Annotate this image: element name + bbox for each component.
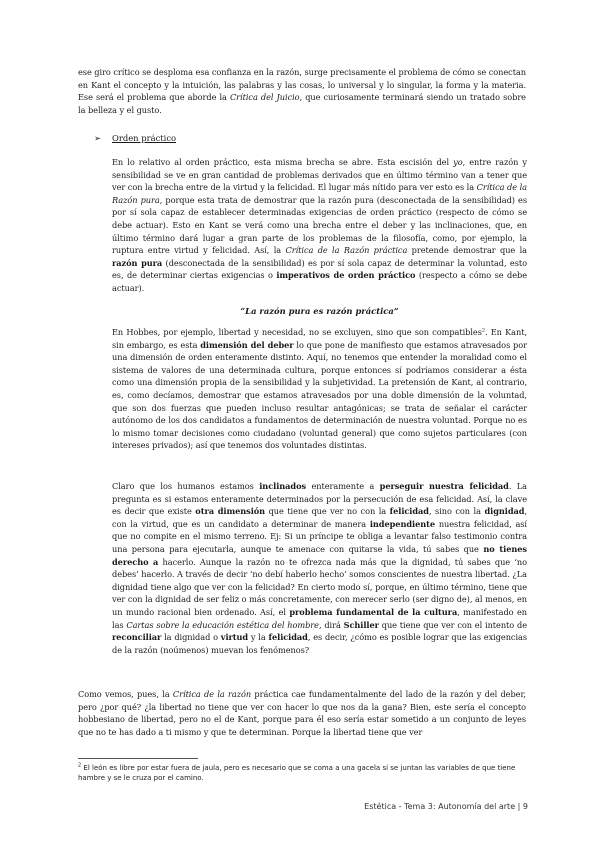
section-heading-label: Orden práctico bbox=[112, 133, 177, 143]
footnote-ref: 2 bbox=[481, 327, 485, 334]
emphasis: reconciliar bbox=[112, 632, 162, 643]
footnote bbox=[78, 763, 528, 783]
emphasis: razón pura bbox=[112, 257, 163, 268]
page-footer: Estética - Tema 3: Autonomía del arte | 9 bbox=[364, 802, 528, 811]
emphasis: otra dimensión bbox=[195, 506, 266, 517]
paragraph-hobbes bbox=[112, 326, 527, 452]
text: , porque esta trata de demostrar que la razón pura (desconectada de la sensibilidad) es por sí sola capaz de establecer determinadas exigencias de orden práctico (respecto de cómo se debe actuar). Esto en Kant se verá como una brecha entre el deber y las inclinaciones, que, en último término dará lugar a gran parte de los problemas de la filosofía, como, por ejemplo, la ruptura entre virtud y felicidad. Así, la bbox=[112, 194, 527, 256]
emphasis: no tienes derecho a bbox=[112, 543, 527, 567]
paragraph-como-vemos bbox=[78, 688, 526, 738]
text: Claro que los humanos estamos bbox=[112, 481, 260, 491]
emphasis: virtud bbox=[220, 632, 249, 643]
text: y la bbox=[248, 632, 269, 643]
text: , manifestado en las bbox=[112, 606, 527, 630]
text: , es decir, ¿cómo es posible lograr que las exigencias de la razón (noúmenos) muevan los fenómenos? bbox=[112, 632, 527, 655]
text: (respecto a cómo se debe actuar). bbox=[112, 270, 527, 293]
quote-title: “La razón pura es razón práctica” bbox=[240, 306, 399, 316]
emphasis: perseguir nuestra felicidad bbox=[379, 481, 509, 491]
text: hacerlo. Aunque la razón no te ofrezca nada más que la dignidad, tú sabes que ‘no debes’ hacerlo. A través de decir ‘no debí haberlo hecho’ somos conscientes de nuestra libertad. ¿La dignidad tiene algo que ver con la felicidad? En cierto modo sí, porque, en último término, tiene que ver con la dignidad de ser feliz o más concretamente, con merecer serlo (ser digno de), al menos, en un mundo racional bien ordenado. Así, el bbox=[112, 556, 527, 617]
emphasis: dimensión del deber bbox=[200, 339, 294, 350]
text: , con la virtud, que es un candidato a determinar de manera bbox=[112, 506, 528, 529]
work-title: Crítica de la Razón práctica bbox=[285, 245, 408, 256]
text: , entre razón y sensibilidad se ve en gran cantidad de problemas derivados que en último término van a tener que ver con la brecha entre de la virtud y la felicidad. El lugar más nítido para ver esto es la bbox=[112, 157, 528, 193]
emphasis: dignidad bbox=[484, 506, 525, 517]
text: la dignidad o bbox=[161, 632, 221, 643]
section-heading bbox=[94, 132, 176, 144]
text: que tiene que ver no con la bbox=[265, 506, 390, 517]
paragraph-intro bbox=[78, 66, 526, 116]
text: . En Kant, sin embargo, es esta bbox=[112, 327, 527, 350]
text: (desconectada de la sensibilidad) es por sí sola capaz de determinar la voluntad, esto es, de determinar ciertas exigencias o bbox=[112, 257, 527, 281]
emphasis: independiente bbox=[369, 518, 436, 529]
work-title: Cartas sobre la educación estética del hombre bbox=[126, 619, 319, 630]
text: , dirá bbox=[318, 619, 344, 630]
footnote-text: El león es libre por estar fuera de jaula, pero es necesario que se coma a una gacela si se juntan las variables de que tiene hambre y se le cruza por el camino. bbox=[78, 764, 516, 782]
text: nuestra felicidad, así que no compite en el mismo terreno. Ej: Si un príncipe te obliga a levantar falso testimonio contra una persona para ejecutarla, aunque te amenace con quitarse la vida, tú sabes que bbox=[112, 518, 527, 554]
text: En Hobbes, por ejemplo, libertad y necesidad, no se excluyen, sino que son compatibles bbox=[112, 327, 482, 337]
text: que tiene que ver con el intento de bbox=[378, 619, 527, 630]
text: ese giro crítico se desploma esa confianza en la razón, surge precisamente el problema de cómo se conectan en Kant el concepto y la intuición, las palabras y las cosas, lo universal y lo singular, la forma y la materia. Ese será el problema que aborde la bbox=[78, 67, 526, 103]
work-title: Crítica de la razón bbox=[172, 689, 252, 699]
text: , que curiosamente terminará siendo un tratado sobre la belleza y el gusto. bbox=[78, 92, 526, 115]
footnote-divider bbox=[78, 758, 198, 759]
work-title: Crítica del Juicio bbox=[229, 92, 300, 103]
text: . La pregunta es si estamos enteramente determinados por la persecución de esa felicidad. Así, la clave es decir que existe bbox=[112, 481, 527, 517]
emphasis: problema fundamental de la cultura bbox=[289, 606, 458, 617]
text: enteramente a bbox=[306, 481, 380, 491]
text: , sino con la bbox=[428, 506, 485, 517]
text: lo que pone de manifiesto que estamos atravesados por una dimensión de orden enteramente distinto. Aquí, no tenemos que entender la moralidad como el sistema de valores de una determinada cultura, porque entonces sí podríamos considerar a ésta como una dimensión propia de la sensibilidad y la subjetividad. La pretensión de Kant, al contrario, es, como decíamos, demostrar que estamos atravesados por una doble dimensión de la voluntad, que son dos fuerzas que pueden incluso resultar antagónicas; se trata de señalar el carácter autónomo de los dos candidatos a fundamentos de determinación de nuestra voluntad. Porque no es lo mismo tomar decisiones como ciudadano (voluntad general) que como sujetos particulares (con intereses privados); así que tenemos dos voluntades distintas. bbox=[112, 339, 527, 451]
emphasis: felicidad bbox=[268, 632, 308, 643]
work-title: Crítica de la Razón pura bbox=[112, 182, 527, 205]
paragraph-claro bbox=[112, 480, 527, 656]
text: pretende demostrar que la bbox=[407, 245, 527, 256]
arrow-bullet-icon: ➢ bbox=[94, 133, 102, 143]
emphasis: yo bbox=[453, 157, 463, 167]
emphasis: imperativos de orden práctico bbox=[276, 270, 416, 281]
text: En lo relativo al orden práctico, esta misma brecha se abre. Esta escisión del bbox=[112, 157, 454, 167]
text: práctica cae fundamentalmente del lado de la razón y del deber, pero ¿por qué? ¿la libertad no tiene que ver con hacer lo que nos da la gana? Bien, este sería el concepto hobbesiano de libertad, pero no el de Kant, porque para él eso sería estar sometido a un conjunto de leyes que no te has dado a ti mismo y que te determinan. Porque la libertad tiene que ver bbox=[78, 689, 526, 737]
emphasis: inclinados bbox=[259, 481, 307, 491]
text: Como vemos, pues, la bbox=[78, 689, 173, 699]
footnote-number: 2 bbox=[78, 762, 82, 769]
emphasis: Schiller bbox=[343, 619, 379, 630]
paragraph-orden-practico bbox=[112, 156, 527, 295]
emphasis: felicidad bbox=[389, 506, 429, 517]
